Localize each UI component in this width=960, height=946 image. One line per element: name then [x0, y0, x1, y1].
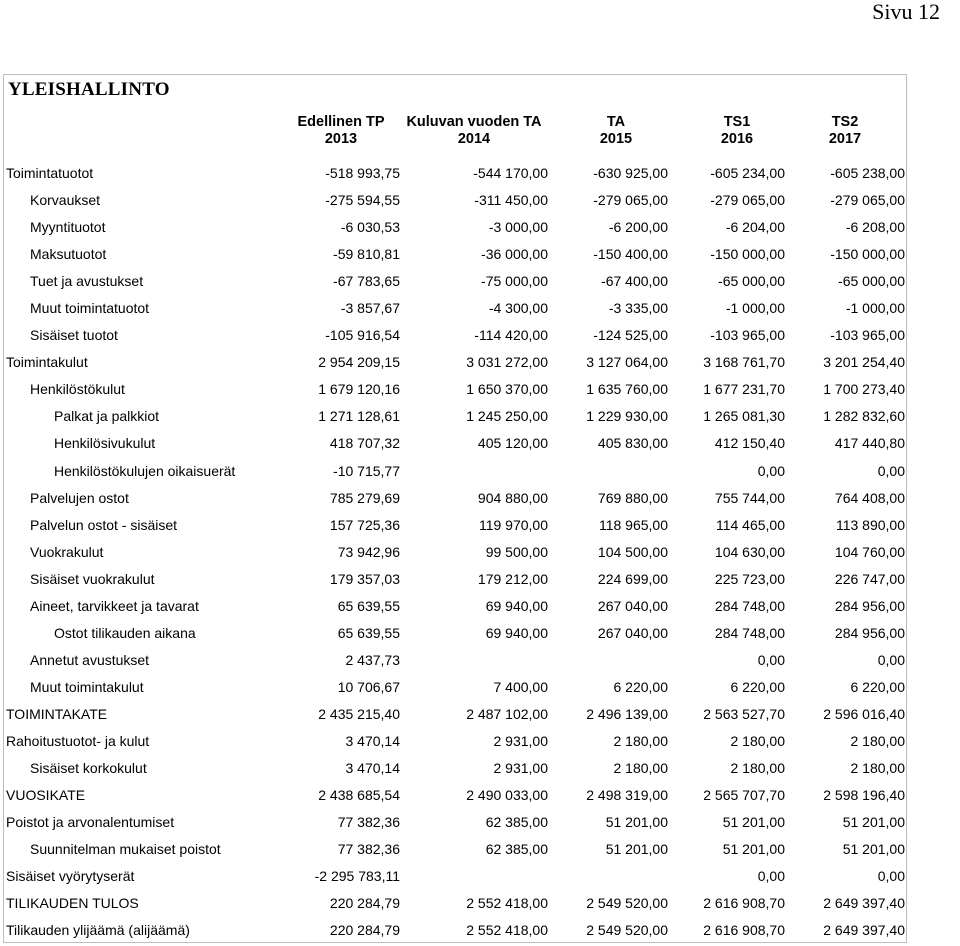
row-value: -2 295 783,11	[314, 868, 400, 885]
row-value: 51 201,00	[605, 814, 668, 831]
row-value: 284 748,00	[714, 624, 785, 641]
table-row	[0, 161, 960, 188]
row-value: 284 956,00	[834, 624, 905, 641]
row-value: -150 400,00	[593, 246, 668, 263]
row-value: 1 700 273,40	[823, 381, 905, 398]
row-value: 785 279,69	[329, 489, 400, 506]
row-value: 2 549 520,00	[586, 895, 668, 912]
row-label: Henkilösivukulut	[54, 435, 156, 452]
row-value: -279 065,00	[710, 192, 785, 209]
row-value: 0,00	[877, 868, 905, 885]
row-value: 118 965,00	[598, 516, 668, 533]
row-label: Sisäiset vyörytyserät	[6, 868, 135, 885]
table-row	[0, 377, 960, 404]
table-row	[0, 594, 960, 621]
row-value: -65 000,00	[838, 273, 905, 290]
row-value: 51 201,00	[842, 841, 905, 858]
row-value: -6 200,00	[608, 219, 668, 236]
row-value: 2 552 418,00	[466, 895, 548, 912]
row-value: 0,00	[877, 651, 905, 668]
row-value: 3 201 254,40	[823, 354, 905, 371]
row-value: -605 234,00	[710, 165, 785, 181]
row-label: Muut toimintakulut	[30, 678, 144, 695]
row-value: 2 487 102,00	[466, 705, 548, 722]
row-value: -3 000,00	[488, 219, 548, 236]
row-value: -279 065,00	[593, 192, 668, 209]
row-value: 2 552 418,00	[466, 922, 548, 939]
row-value: 2 180,00	[850, 760, 905, 777]
row-value: 764 408,00	[834, 489, 905, 506]
row-value: 2 180,00	[730, 760, 785, 777]
row-value: 114 465,00	[715, 516, 785, 533]
row-value: 0,00	[757, 868, 785, 885]
row-value: 3 031 272,00	[466, 354, 548, 371]
row-value: 99 500,00	[485, 543, 548, 560]
row-value: 179 212,00	[477, 570, 548, 587]
column-header-name: Edellinen TP	[297, 114, 385, 130]
row-value: 284 956,00	[834, 597, 905, 614]
row-value: 2 549 520,00	[586, 922, 668, 939]
row-value: 1 245 250,00	[466, 408, 548, 425]
row-value: 267 040,00	[597, 624, 668, 641]
column-header-year: 2013	[324, 131, 358, 147]
row-value: 904 880,00	[477, 489, 548, 506]
row-value: -150 000,00	[830, 246, 905, 263]
column-header-name: TS2	[831, 114, 859, 130]
row-value: -1 000,00	[725, 300, 785, 317]
row-value: 6 220,00	[850, 678, 905, 695]
row-value: 225 723,00	[714, 570, 785, 587]
row-value: 1 271 128,61	[318, 408, 400, 425]
row-value: -630 925,00	[593, 165, 668, 181]
table-row	[0, 486, 960, 513]
row-value: 267 040,00	[597, 597, 668, 614]
row-value: -518 993,75	[325, 165, 400, 181]
row-value: 226 747,00	[834, 570, 905, 587]
row-value: 755 744,00	[714, 489, 785, 506]
table-row	[0, 756, 960, 783]
row-value: 220 284,79	[329, 922, 400, 939]
row-value: 769 880,00	[597, 489, 668, 506]
row-label: Henkilöstökulut	[30, 381, 125, 398]
row-label: Korvaukset	[30, 192, 101, 209]
row-value: 65 639,55	[337, 597, 400, 614]
table-row	[0, 864, 960, 891]
row-value: 69 940,00	[485, 597, 548, 614]
row-value: 2 954 209,15	[318, 354, 400, 371]
row-value: 1 282 832,60	[823, 408, 905, 425]
row-value: 77 382,36	[337, 814, 400, 831]
row-value: 157 725,36	[329, 516, 400, 533]
row-value: 0,00	[757, 651, 785, 668]
row-value: 2 598 196,40	[823, 787, 905, 804]
row-label: Sisäiset tuotot	[30, 327, 118, 344]
row-value: 2 649 397,40	[823, 922, 905, 939]
row-label: Ostot tilikauden aikana	[54, 624, 196, 641]
table-row	[0, 918, 960, 945]
row-label: Sisäiset vuokrakulut	[30, 570, 155, 587]
table-row	[0, 350, 960, 377]
row-value: -6 030,53	[340, 219, 400, 236]
row-value: -279 065,00	[830, 192, 905, 209]
table-row	[0, 810, 960, 837]
row-value: 3 168 761,70	[703, 354, 785, 371]
row-label: Suunnitelman mukaiset poistot	[30, 841, 221, 858]
column-header-current-ta	[399, 114, 549, 148]
row-value: 2 180,00	[850, 732, 905, 749]
section-title: YLEISHALLINTO	[8, 79, 170, 100]
row-value: 1 229 930,00	[586, 408, 668, 425]
row-value: -544 170,00	[473, 165, 548, 181]
row-value: 65 639,55	[337, 624, 400, 641]
row-value: 2 596 016,40	[823, 705, 905, 722]
row-value: 2 496 139,00	[586, 705, 668, 722]
row-value: 77 382,36	[337, 841, 400, 858]
table-row	[0, 837, 960, 864]
row-value: 1 635 760,00	[586, 381, 668, 398]
row-value: 2 490 033,00	[466, 787, 548, 804]
row-label: Palvelujen ostot	[30, 489, 129, 506]
row-value: 2 435 215,40	[318, 705, 400, 722]
row-value: -1 000,00	[845, 300, 905, 317]
row-value: -75 000,00	[481, 273, 548, 290]
row-value: -114 420,00	[474, 327, 548, 344]
row-value: 3 470,14	[345, 760, 400, 777]
row-value: -3 335,00	[608, 300, 668, 317]
row-value: 2 931,00	[493, 732, 548, 749]
row-value: -67 783,65	[333, 273, 400, 290]
row-value: 62 385,00	[485, 814, 548, 831]
row-value: -4 300,00	[488, 300, 548, 317]
row-value: 2 565 707,70	[703, 787, 785, 804]
row-label: Rahoitustuotot- ja kulut	[6, 732, 150, 749]
row-value: 220 284,79	[329, 895, 400, 912]
row-value: 51 201,00	[722, 841, 785, 858]
table-row	[0, 567, 960, 594]
column-header-year: 2015	[599, 131, 633, 147]
row-value: 119 970,00	[478, 516, 548, 533]
table-row	[0, 702, 960, 729]
column-header-previous-tp	[266, 114, 416, 148]
row-value: 51 201,00	[605, 841, 668, 858]
row-value: -6 208,00	[845, 219, 905, 236]
table-row	[0, 404, 960, 431]
row-value: -105 916,54	[325, 327, 400, 344]
row-value: 2 563 527,70	[703, 705, 785, 722]
row-label: Poistot ja arvonalentumiset	[6, 814, 175, 831]
row-value: 104 500,00	[597, 543, 668, 560]
row-label: Muut toimintatuotot	[30, 300, 150, 317]
row-value: 2 616 908,70	[703, 895, 785, 912]
column-header-ts2	[770, 114, 920, 148]
table-row	[0, 215, 960, 242]
row-value: 405 120,00	[477, 435, 548, 452]
row-value: 2 649 397,40	[823, 895, 905, 912]
row-value: -65 000,00	[718, 273, 785, 290]
row-value: 1 265 081,30	[703, 408, 785, 425]
row-value: 6 220,00	[613, 678, 668, 695]
row-value: 1 679 120,16	[318, 381, 400, 398]
row-label: TILIKAUDEN TULOS	[6, 895, 139, 912]
row-value: 2 616 908,70	[703, 922, 785, 939]
row-value: 417 440,80	[834, 435, 905, 452]
row-value: -103 965,00	[830, 327, 905, 344]
row-label: VUOSIKATE	[6, 787, 86, 804]
row-label: Sisäiset korkokulut	[30, 760, 147, 777]
row-value: 405 830,00	[597, 435, 668, 452]
row-value: 62 385,00	[485, 841, 548, 858]
column-header-name: Kuluvan vuoden TA	[406, 114, 542, 130]
row-label: Palvelun ostot - sisäiset	[30, 516, 178, 533]
table-row	[0, 783, 960, 810]
row-label: Annetut avustukset	[30, 651, 150, 668]
table-row	[0, 459, 960, 486]
row-value: -10 715,77	[333, 462, 400, 479]
row-label: Aineet, tarvikkeet ja tavarat	[30, 597, 199, 614]
table-row	[0, 891, 960, 918]
row-value: 2 180,00	[613, 732, 668, 749]
row-value: 179 357,03	[329, 570, 400, 587]
row-value: -36 000,00	[481, 246, 548, 263]
column-header-year: 2014	[457, 131, 491, 147]
page-number: Sivu 12	[872, 0, 940, 24]
row-value: 412 150,40	[714, 435, 785, 452]
row-label: Myyntituotot	[30, 219, 106, 236]
row-value: -150 000,00	[710, 246, 785, 263]
row-value: 3 127 064,00	[586, 354, 668, 371]
row-value: -6 204,00	[725, 219, 785, 236]
row-value: -59 810,81	[333, 246, 400, 263]
table-row	[0, 242, 960, 269]
row-value: 3 470,14	[345, 732, 400, 749]
table-row	[0, 431, 960, 458]
row-value: 10 706,67	[337, 678, 400, 695]
budget-table-body	[0, 161, 960, 945]
row-value: 2 180,00	[613, 760, 668, 777]
table-row	[0, 323, 960, 350]
row-label: Toimintatuotot	[6, 165, 94, 181]
row-value: -124 525,00	[593, 327, 668, 344]
row-label: Maksutuotot	[30, 246, 107, 263]
table-row	[0, 269, 960, 296]
row-value: -311 450,00	[474, 192, 548, 209]
row-value: -103 965,00	[710, 327, 785, 344]
row-label: Tuet ja avustukset	[30, 273, 144, 290]
table-row	[0, 675, 960, 702]
table-row	[0, 648, 960, 675]
row-value: 51 201,00	[722, 814, 785, 831]
row-value: 418 707,32	[329, 435, 400, 452]
row-value: 2 931,00	[493, 760, 548, 777]
table-row	[0, 296, 960, 323]
row-value: 0,00	[757, 462, 785, 479]
row-value: 284 748,00	[714, 597, 785, 614]
row-value: 1 677 231,70	[703, 381, 785, 398]
row-value: 7 400,00	[493, 678, 548, 695]
table-row	[0, 729, 960, 756]
table-row	[0, 540, 960, 567]
row-value: 69 940,00	[485, 624, 548, 641]
row-value: 113 890,00	[835, 516, 905, 533]
row-value: 2 498 319,00	[586, 787, 668, 804]
column-header-name: TS1	[723, 114, 751, 130]
row-value: 73 942,96	[337, 543, 400, 560]
row-value: 2 438 685,54	[318, 787, 400, 804]
row-label: Palkat ja palkkiot	[54, 408, 160, 425]
row-value: 6 220,00	[730, 678, 785, 695]
row-value: -605 238,00	[830, 165, 905, 181]
column-header-year: 2017	[828, 131, 862, 147]
row-value: 0,00	[877, 462, 905, 479]
row-label: Henkilöstökulujen oikaisuerät	[54, 462, 236, 479]
table-row	[0, 513, 960, 540]
row-label: Vuokrakulut	[30, 543, 104, 560]
row-value: 2 180,00	[730, 732, 785, 749]
row-label: TOIMINTAKATE	[6, 705, 108, 722]
row-value: 104 630,00	[714, 543, 785, 560]
table-row	[0, 188, 960, 215]
row-label: Toimintakulut	[6, 354, 88, 371]
row-value: -67 400,00	[601, 273, 668, 290]
row-value: 224 699,00	[597, 570, 668, 587]
row-value: -3 857,67	[340, 300, 400, 317]
row-label: Tilikauden ylijäämä (alijäämä)	[6, 922, 190, 939]
table-row	[0, 621, 960, 648]
row-value: 51 201,00	[842, 814, 905, 831]
column-header-year: 2016	[720, 131, 754, 147]
row-value: 1 650 370,00	[466, 381, 548, 398]
row-value: -275 594,55	[325, 192, 400, 209]
row-value: 104 760,00	[834, 543, 905, 560]
row-value: 2 437,73	[345, 651, 400, 668]
column-header-name: TA	[606, 114, 626, 130]
